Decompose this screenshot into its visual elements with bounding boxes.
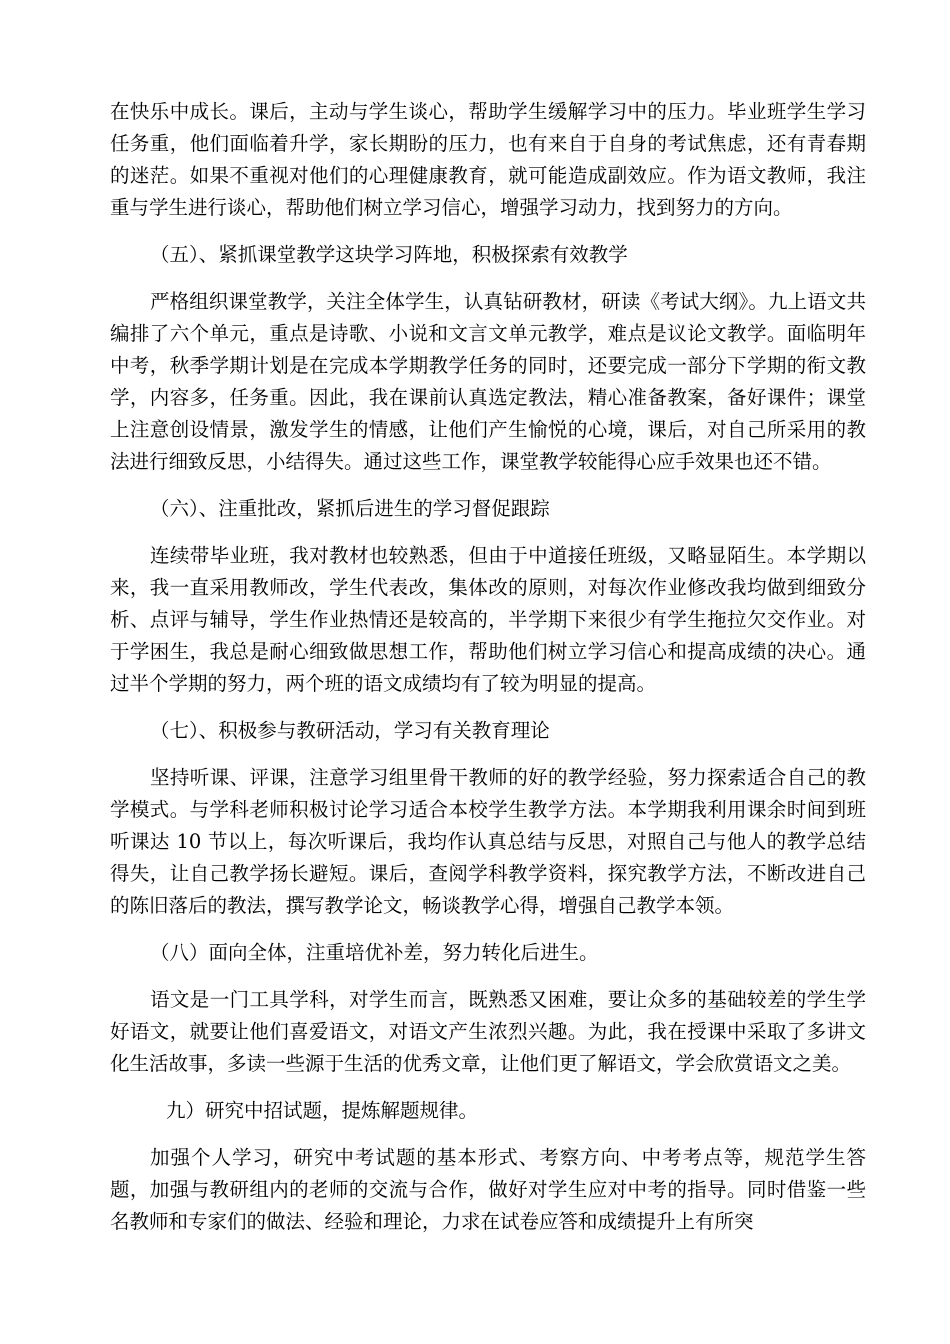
paragraph-6: 加强个人学习，研究中考试题的基本形式、考察方向、中考考点等，规范学生答题，加强与教研组内的老师的交流与合作，做好对学生应对中考的指导。同时借鉴一些名教师和专家们的做法、经验和理论，力求在试卷应答和成绩提升上有所突 — [110, 1146, 866, 1233]
paragraph-5: 语文是一门工具学科，对学生而言，既熟悉又困难，要让众多的基础较差的学生学好语文，就要让他们喜爱语文，对语文产生浓烈兴趣。为此，我在授课中采取了多讲文化生活故事，多读一些源于生活的优秀文章，让他们更了解语文，学会欣赏语文之美。 — [110, 988, 866, 1075]
paragraph-1: 在快乐中成长。课后，主动与学生谈心，帮助学生缓解学习中的压力。毕业班学生学习任务重，他们面临着升学，家长期盼的压力，也有来自于自身的考试焦虑，还有青春期的迷茫。如果不重视对他们的心理健康教育，就可能造成副效应。作为语文教师，我注重与学生进行谈心，帮助他们树立学习信心，增强学习动力，找到努力的方向。 — [110, 100, 866, 219]
paragraph-3: 连续带毕业班，我对教材也较熟悉，但由于中道接任班级，又略显陌生。本学期以来，我一直采用教师改，学生代表改，集体改的原则，对每次作业修改我均做到细致分析、点评与辅导，学生作业热情还是较高的，半学期下来很少有学生拖拉欠交作业。对于学困生，我总是耐心细致做思想工作，帮助他们树立学习信心和提高成绩的决心。通过半个学期的努力，两个班的语文成绩均有了较为明显的提高。 — [110, 544, 866, 695]
heading-5: （五）、紧抓课堂教学这块学习阵地，积极探索有效教学 — [150, 243, 628, 266]
heading-9: 九）研究中招试题，提炼解题规律。 — [166, 1099, 479, 1122]
heading-8: （八）面向全体，注重培优补差，努力转化后进生。 — [150, 941, 599, 964]
heading-6: （六）、注重批改，紧抓后进生的学习督促跟踪 — [150, 497, 550, 520]
heading-7: （七）、积极参与教研活动，学习有关教育理论 — [150, 719, 550, 742]
paragraph-2: 严格组织课堂教学，关注全体学生，认真钻研教材，研读《考试大纲》。九上语文共编排了六个单元，重点是诗歌、小说和文言文单元教学，难点是议论文教学。面临明年中考，秋季学期计划是在完成本学期教学任务的同时，还要完成一部分下学期的衔文教学，内容多，任务重。因此，我在课前认真选定教法，精心准备教案，备好课件；课堂上注意创设情景，激发学生的情感，让他们产生愉悦的心境，课后，对自己所采用的教法进行细致反思，小结得失。通过这些工作，课堂教学较能得心应手效果也还不错。 — [110, 290, 866, 473]
paragraph-4: 坚持听课、评课，注意学习组里骨干教师的好的教学经验，努力探索适合自己的教学模式。与学科老师积极讨论学习适合本校学生教学方法。本学期我利用课余时间到班听课达 10 节以上，每次听课后，我均作认真总结与反思，对照自己与他人的教学总结得失，让自己教学扬长避短。课后，查阅学科教学资料，探究教学方法，不断改进自己的陈旧落后的教法，撰写教学论文，畅谈教学心得，增强自己教学本领。 — [110, 766, 866, 917]
